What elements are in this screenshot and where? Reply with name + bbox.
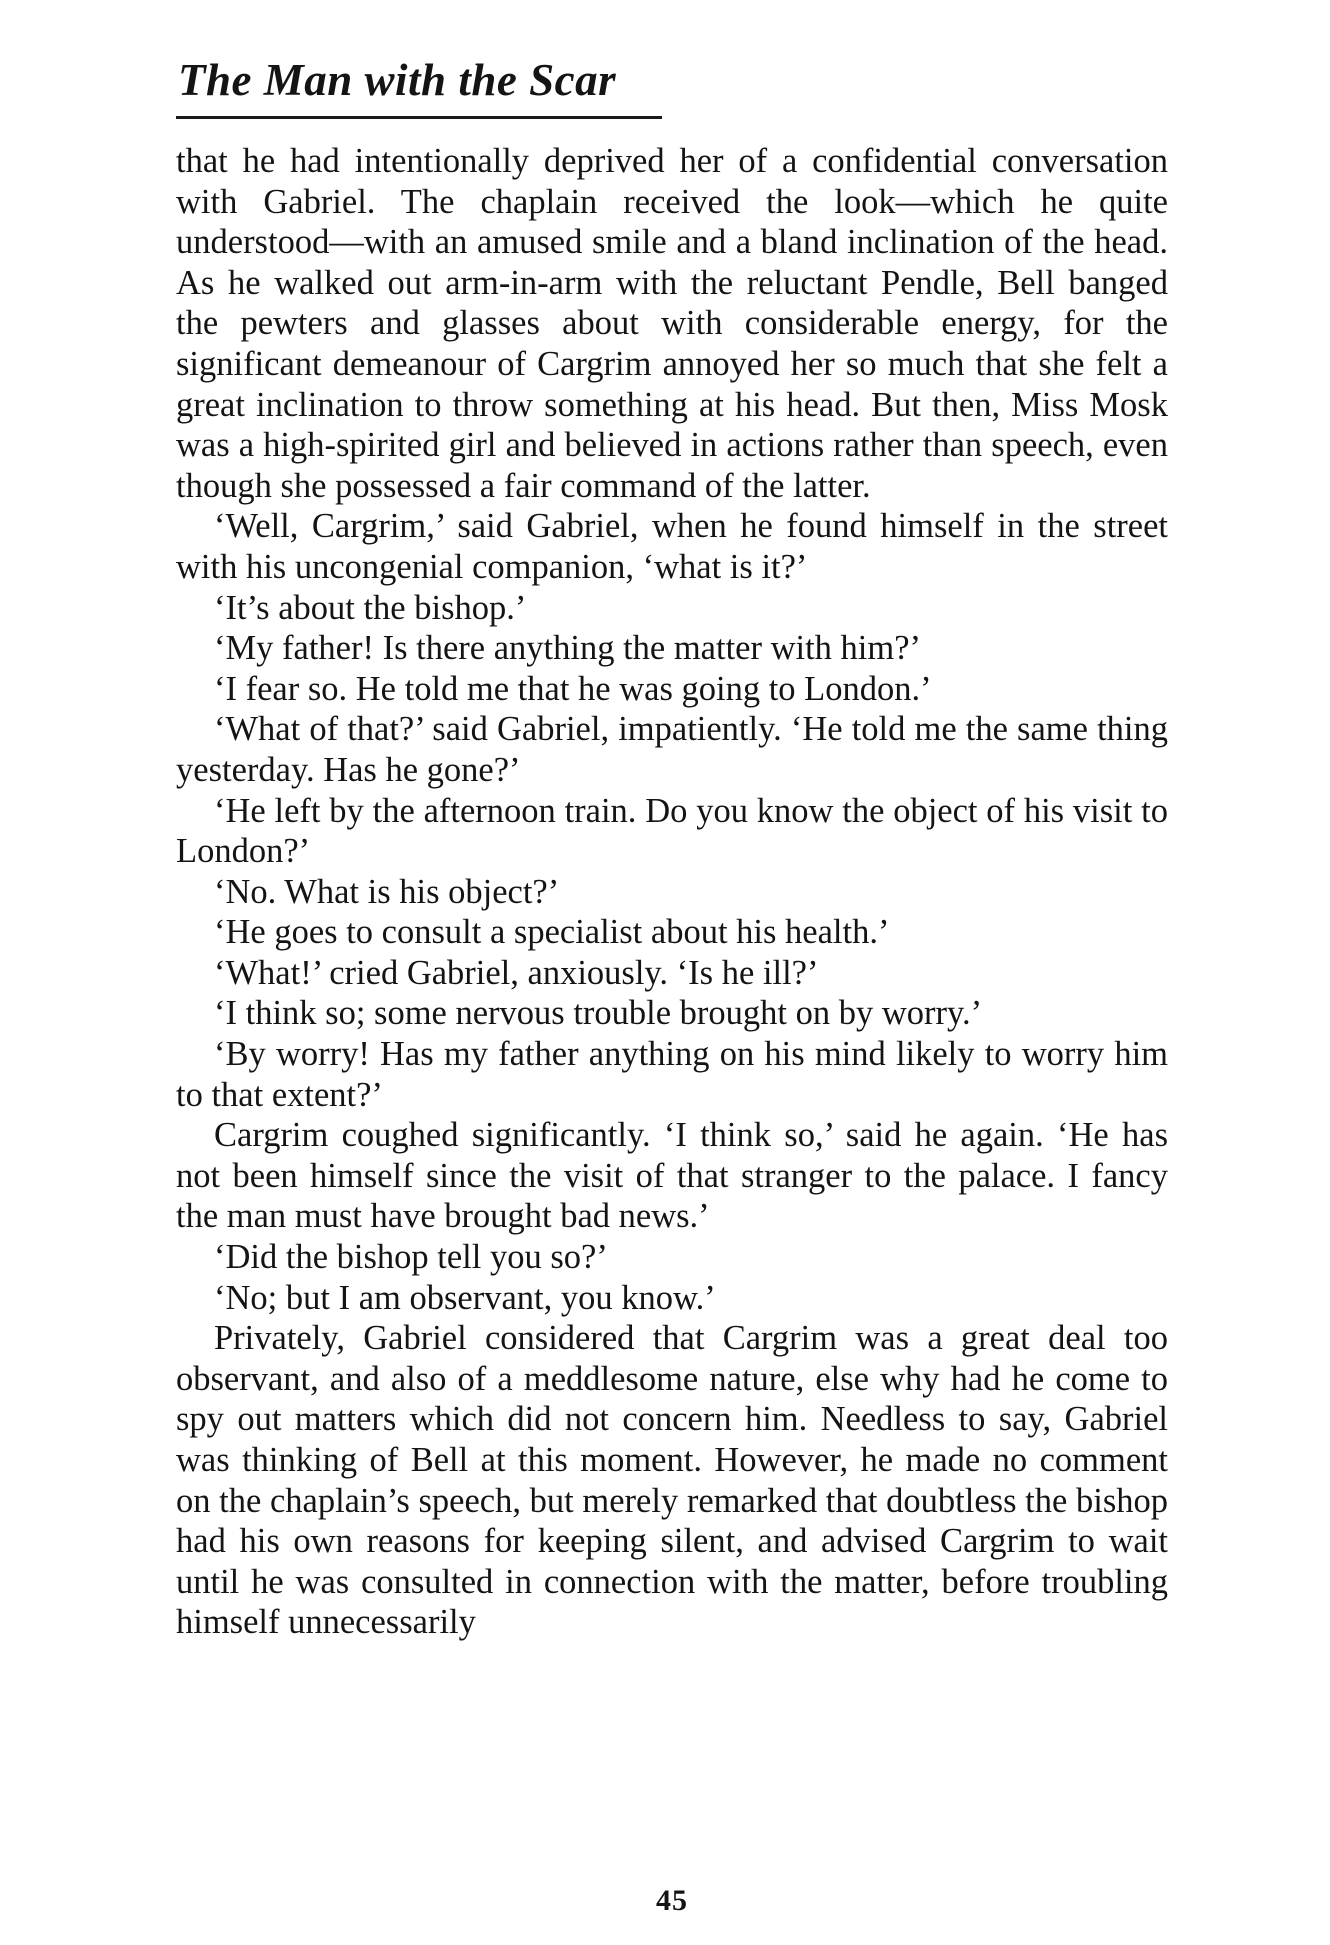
running-head: The Man with the Scar xyxy=(178,55,617,105)
paragraph: ‘It’s about the bishop.’ xyxy=(214,588,527,627)
paragraph: ‘No. What is his object?’ xyxy=(214,872,560,911)
paragraph: Cargrim coughed significantly. ‘I think so,’ said he again. ‘He has not been himself since the visit of that stranger to the palace. I fancy the man must have brought bad news.’ xyxy=(176,1116,1168,1236)
paragraph: ‘What of that?’ said Gabriel, impatiently. ‘He told me the same thing yesterday. Has he gone?’ xyxy=(176,710,1168,789)
paragraph: ‘No; but I am observant, you know.’ xyxy=(214,1278,716,1317)
paragraph: ‘He goes to consult a specialist about his health.’ xyxy=(214,913,890,952)
page-number: 45 xyxy=(656,1884,688,1917)
paragraph: ‘My father! Is there anything the matter with him?’ xyxy=(214,629,922,668)
paragraph: that he had intentionally deprived her of a confidential conversation with Gabriel. The chaplain received the look—which he quite understood—with an amused smile and a bland inclination of the head. As he walked out arm-in-arm with the reluctant Pendle, Bell banged the pewters and glasses about with considerable energy, for the significant demeanour of Cargrim annoyed her so much that she felt a great inclination to throw something at his head. But then, Miss Mosk was a high-spirited girl and believed in actions rather than speech, even though she possessed a fair command of the latter. xyxy=(176,142,1168,505)
header-rule xyxy=(176,116,662,119)
paragraph: ‘He left by the afternoon train. Do you know the object of his visit to London?’ xyxy=(176,791,1168,871)
paragraph: ‘Well, Cargrim,’ said Gabriel, when he found himself in the street with his uncongenial companion, ‘what is it?’ xyxy=(176,507,1168,586)
paragraph: ‘I fear so. He told me that he was going to London.’ xyxy=(214,669,932,708)
book-page xyxy=(176,52,1168,1917)
paragraph: ‘Did the bishop tell you so?’ xyxy=(214,1238,608,1277)
paragraph: ‘I think so; some nervous trouble brought on by worry.’ xyxy=(214,994,983,1033)
paragraph: ‘What!’ cried Gabriel, anxiously. ‘Is he ill?’ xyxy=(214,953,819,992)
paragraph: ‘By worry! Has my father anything on his mind likely to worry him to that extent?’ xyxy=(176,1035,1168,1114)
body-text xyxy=(176,141,1168,1643)
paragraph: Privately, Gabriel considered that Cargrim was a great deal too observant, and also of a meddlesome nature, else why had he come to spy out matters which did not concern him. Needless to say, Gabriel was thinking of Bell at this moment. However, he made no comment on the chaplain’s speech, but merely remarked that doubtless the bishop had his own reasons for keeping silent, and advised Cargrim to wait until he was consulted in connection with the matter, before troubling himself unnecessarily xyxy=(176,1319,1168,1642)
